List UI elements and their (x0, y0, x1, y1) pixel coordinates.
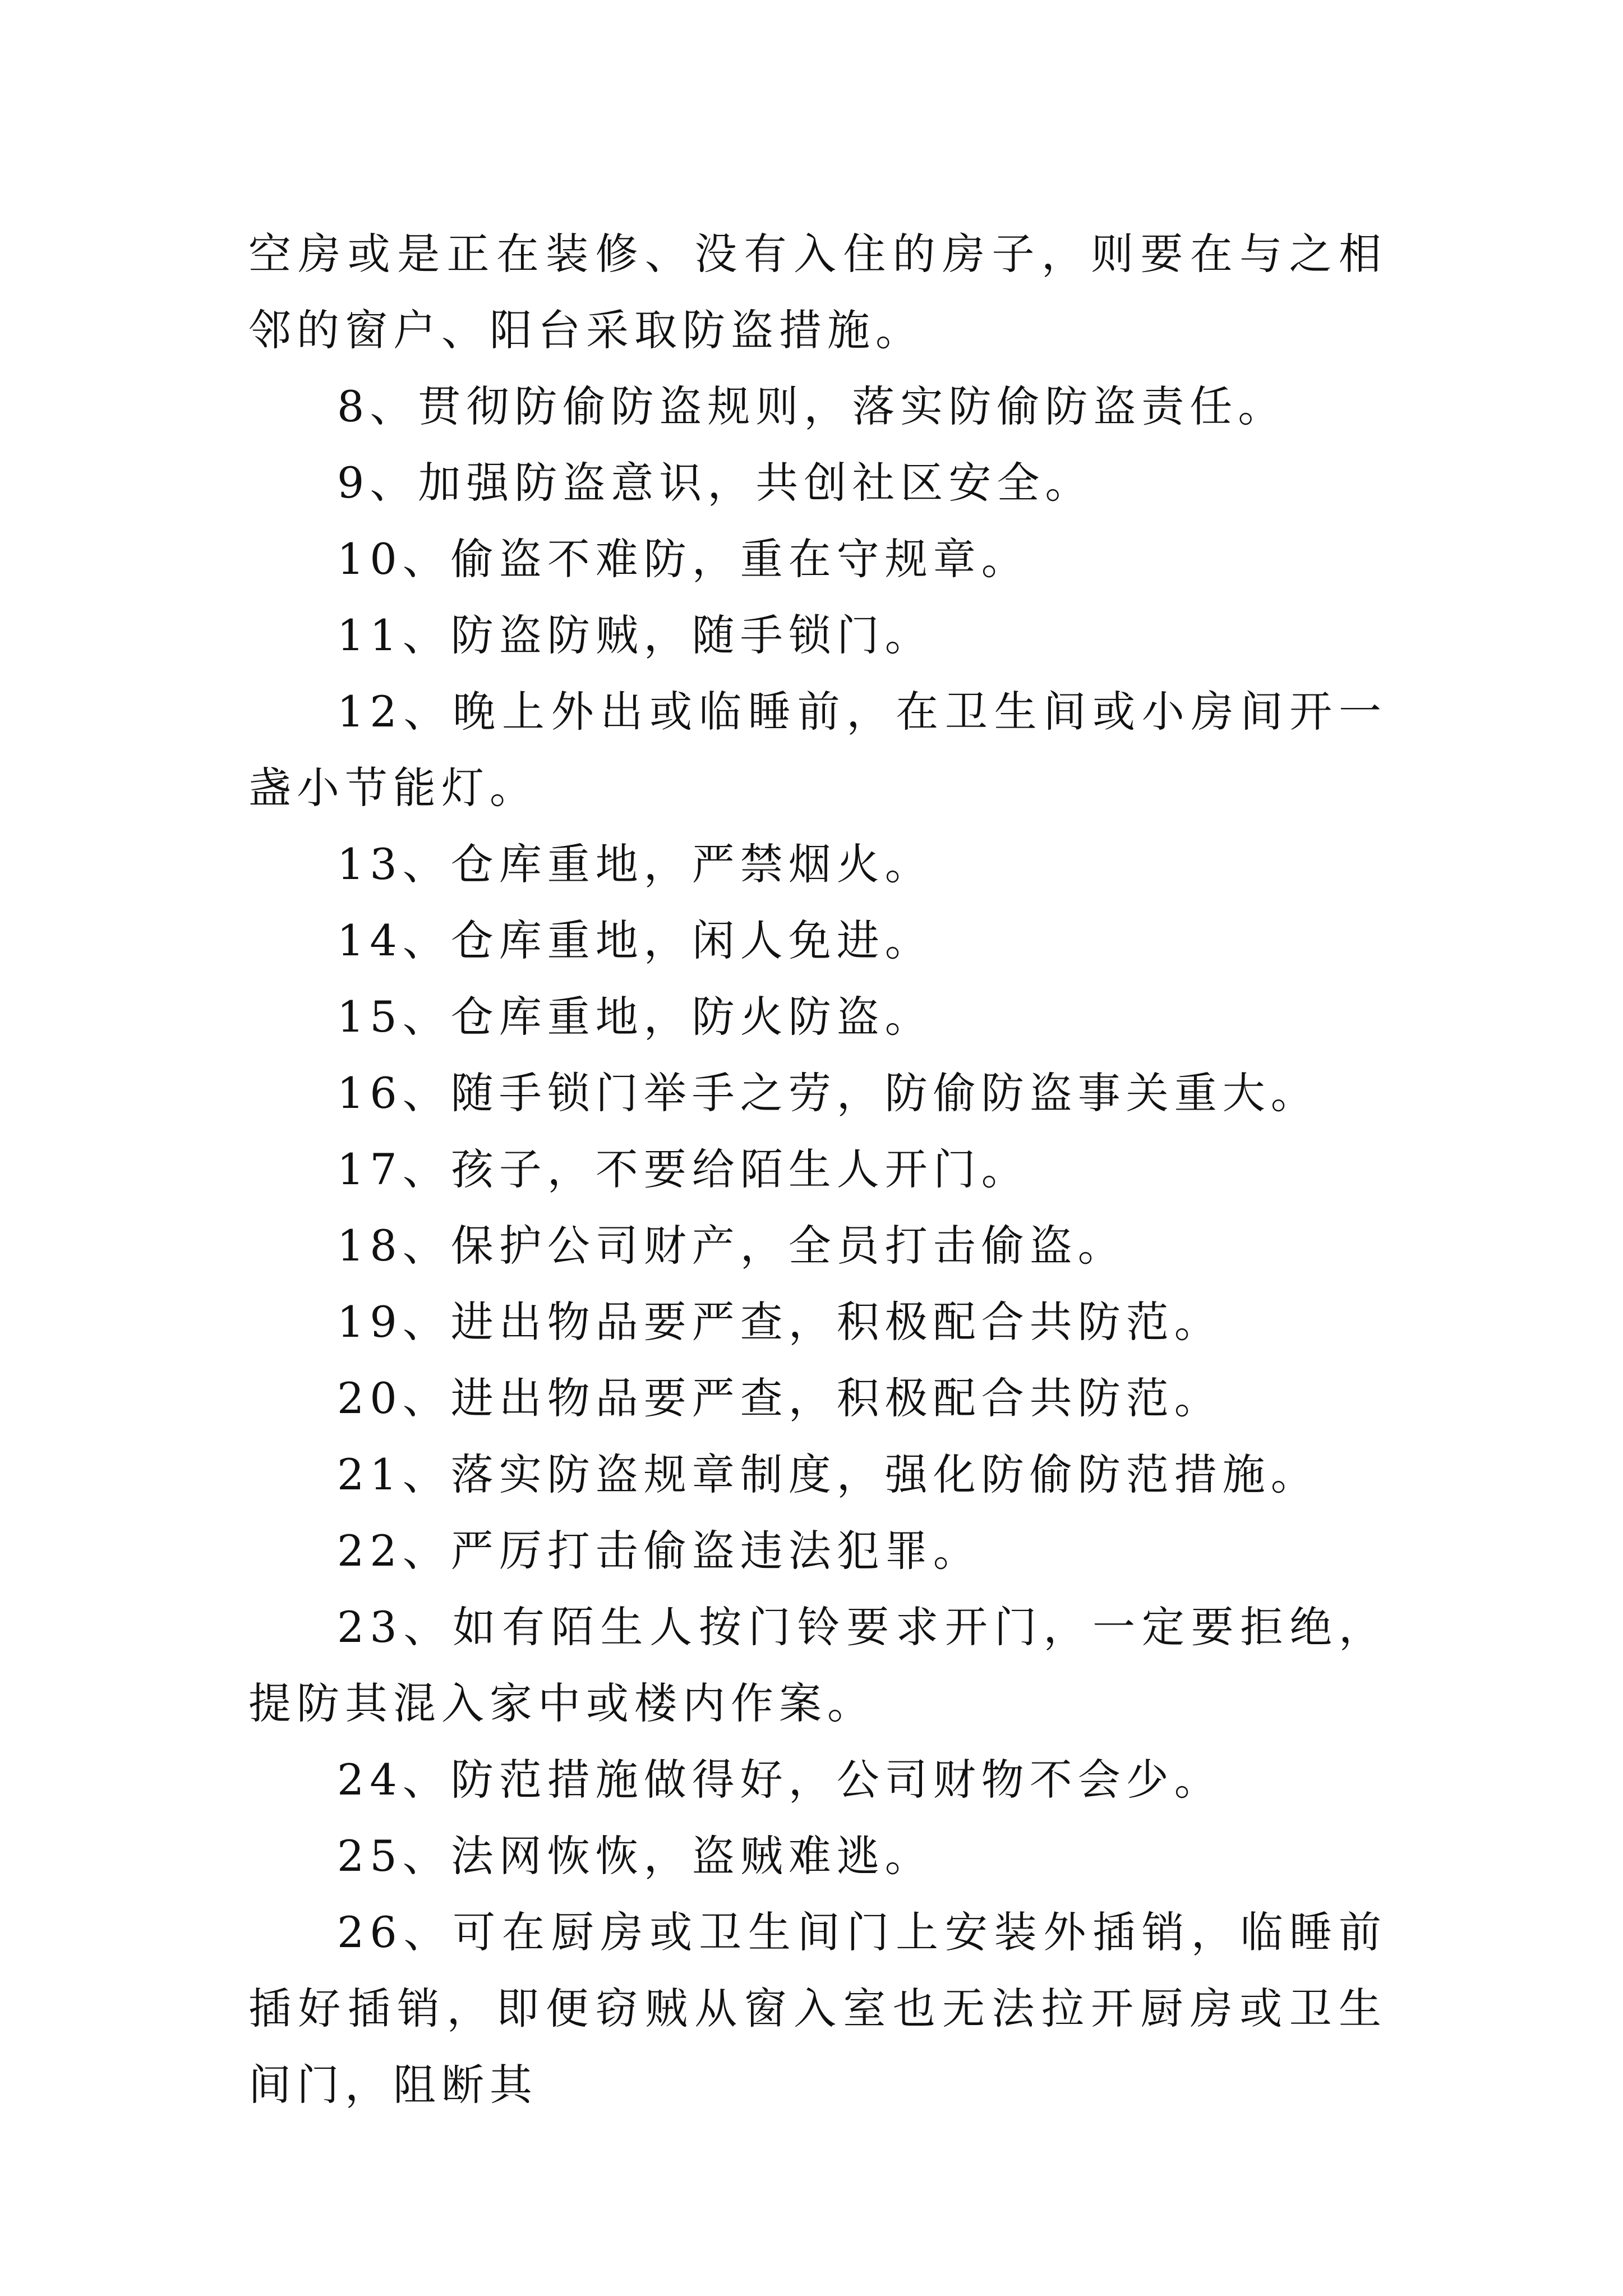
slogan-item-24: 24、防范措施做得好，公司财物不会少。 (337, 1755, 1223, 1805)
slogan-item-9: 9、加强防盗意识，共创社区安全。 (337, 458, 1094, 508)
slogan-item-23: 23、如有陌生人按门铃要求开门，一定要拒绝，提防其混入家中或楼内作案。 (248, 1602, 1387, 1728)
slogan-item-18: 18、保护公司财产，全员打击偷盗。 (337, 1221, 1126, 1271)
slogan-item-8: 8、贯彻防偷防盗规则，落实防偷防盗责任。 (337, 381, 1287, 431)
document-body (248, 216, 1387, 2123)
slogan-item-21: 21、落实防盗规章制度，强化防偷防范措施。 (337, 1450, 1319, 1499)
slogan-item-22: 22、严厉打击偷盗违法犯罪。 (337, 1526, 981, 1576)
paragraph-continuation: 空房或是正在装修、没有入住的房子，则要在与之相邻的窗户、阳台采取防盗措施。 (248, 229, 1387, 355)
slogan-item-20: 20、进出物品要严查，积极配合共防范。 (337, 1373, 1223, 1423)
slogan-item-14: 14、仓库重地，闲人免进。 (337, 915, 933, 965)
slogan-item-15: 15、仓库重地，防火防盗。 (337, 992, 933, 1042)
slogan-item-12: 12、晚上外出或临睡前，在卫生间或小房间开一盏小节能灯。 (248, 687, 1387, 813)
slogan-item-26: 26、可在厨房或卫生间门上安装外插销，临睡前插好插销，即便窃贼从窗入室也无法拉开厨房或卫生间门，阻断其 (248, 1907, 1387, 2110)
slogan-item-16: 16、随手锁门举手之劳，防偷防盗事关重大。 (337, 1068, 1319, 1118)
slogan-item-19: 19、进出物品要严查，积极配合共防范。 (337, 1297, 1223, 1347)
slogan-item-25: 25、法网恢恢，盗贼难逃。 (337, 1831, 933, 1881)
slogan-item-17: 17、孩子，不要给陌生人开门。 (337, 1144, 1030, 1194)
slogan-item-13: 13、仓库重地，严禁烟火。 (337, 839, 933, 889)
slogan-item-11: 11、防盗防贼，随手锁门。 (337, 610, 933, 660)
slogan-item-10: 10、偷盗不难防，重在守规章。 (337, 534, 1030, 584)
